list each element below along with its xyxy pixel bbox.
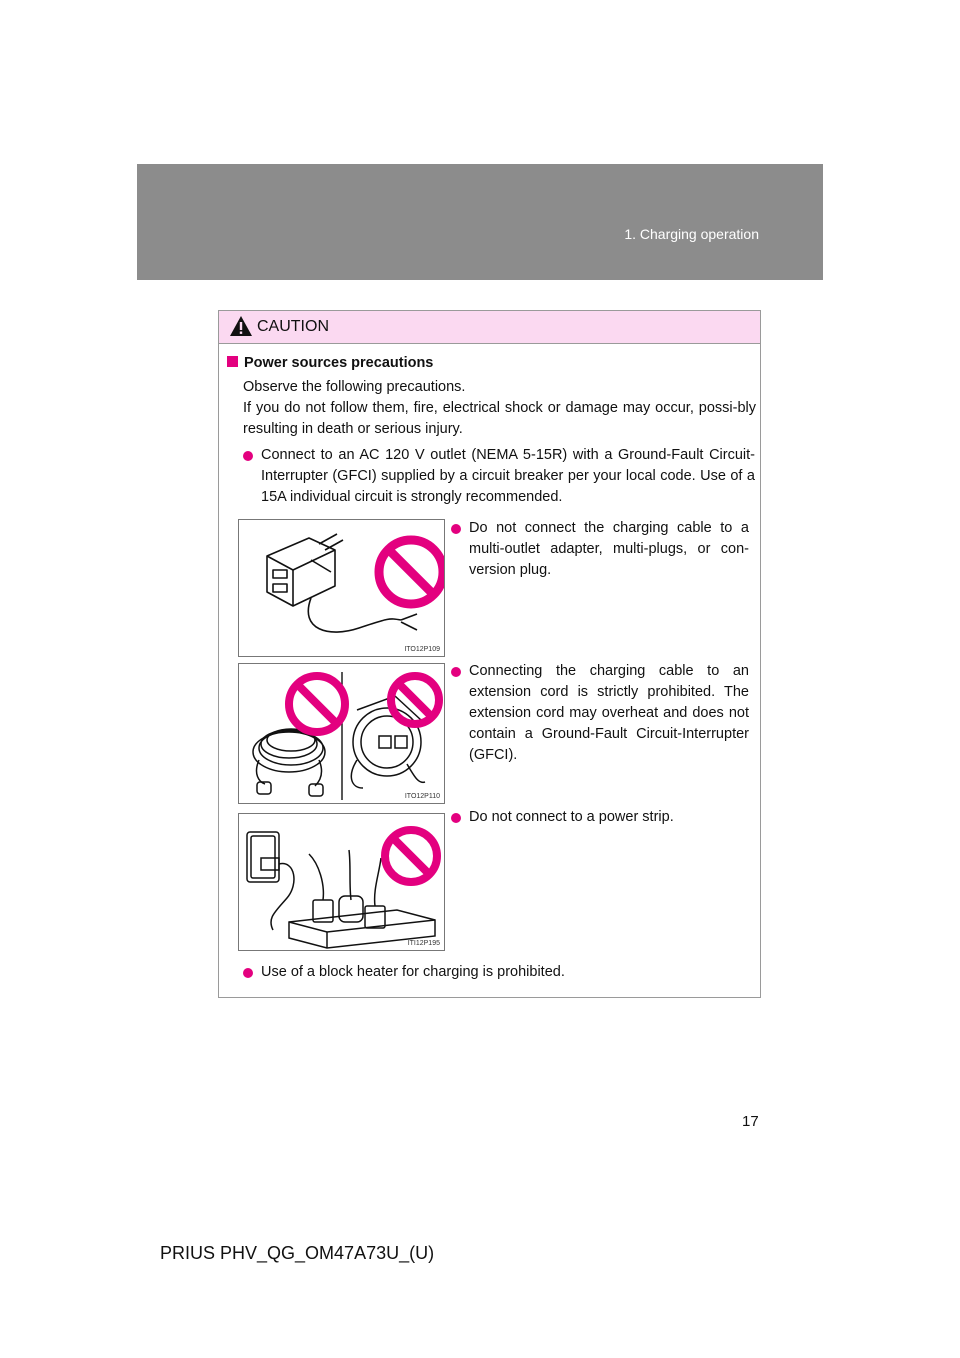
intro-line-1: Observe the following precautions. [243, 379, 466, 395]
document-code: PRIUS PHV_QG_OM47A73U_(U) [160, 1243, 435, 1263]
caution-title: CAUTION [257, 318, 329, 335]
section-title: 1. Charging operation [624, 226, 759, 242]
illustration-multi-outlet-adapter [238, 519, 445, 657]
bullet-extension-cord: Connecting the charging cable to an extension cord is strictly prohibited. The extension cord may overheat and does not contain a Ground-Fault Circuit-Interrupter (GFCI). [469, 663, 749, 763]
caution-header [219, 311, 760, 344]
square-bullet-icon [227, 356, 238, 367]
image-code: ITO12P109 [404, 646, 440, 653]
image-code: ITO12P110 [404, 793, 440, 800]
caution-box [218, 310, 761, 998]
illustration-power-strip [238, 813, 445, 951]
illustration-extension-cord [238, 663, 445, 804]
warning-triangle-icon [229, 315, 253, 337]
prohibited-sign-icon [385, 830, 437, 882]
caution-heading-text: Power sources precautions [244, 355, 434, 371]
page-number: 17 [742, 1113, 759, 1130]
bullet-dot-icon [451, 813, 461, 823]
bullet-dot-icon [451, 667, 461, 677]
bullet-multi-outlet: Do not connect the charging cable to a multi-outlet adapter, multi-plugs, or con-version plug. [469, 520, 749, 578]
caution-heading [227, 353, 433, 374]
prohibited-sign-icon [289, 676, 345, 732]
bullet-dot-icon [451, 524, 461, 534]
bullet-dot-icon [243, 968, 253, 978]
header-band [137, 164, 823, 280]
image-code: ITI12P195 [407, 940, 440, 947]
bullet-gfci: Connect to an AC 120 V outlet (NEMA 5-15R) with a Ground-Fault Circuit-Interrupter (GFCI) supplied by a circuit breaker per your local code. Use of a 15A individual circuit is strongly recommended. [261, 447, 755, 505]
bullet-dot-icon [243, 451, 253, 461]
bullet-block-heater: Use of a block heater for charging is prohibited. [261, 964, 565, 980]
intro-line-2: If you do not follow them, fire, electrical shock or damage may occur, possi-bly resulting in death or serious injury. [243, 400, 756, 437]
bullet-power-strip: Do not connect to a power strip. [469, 809, 674, 825]
